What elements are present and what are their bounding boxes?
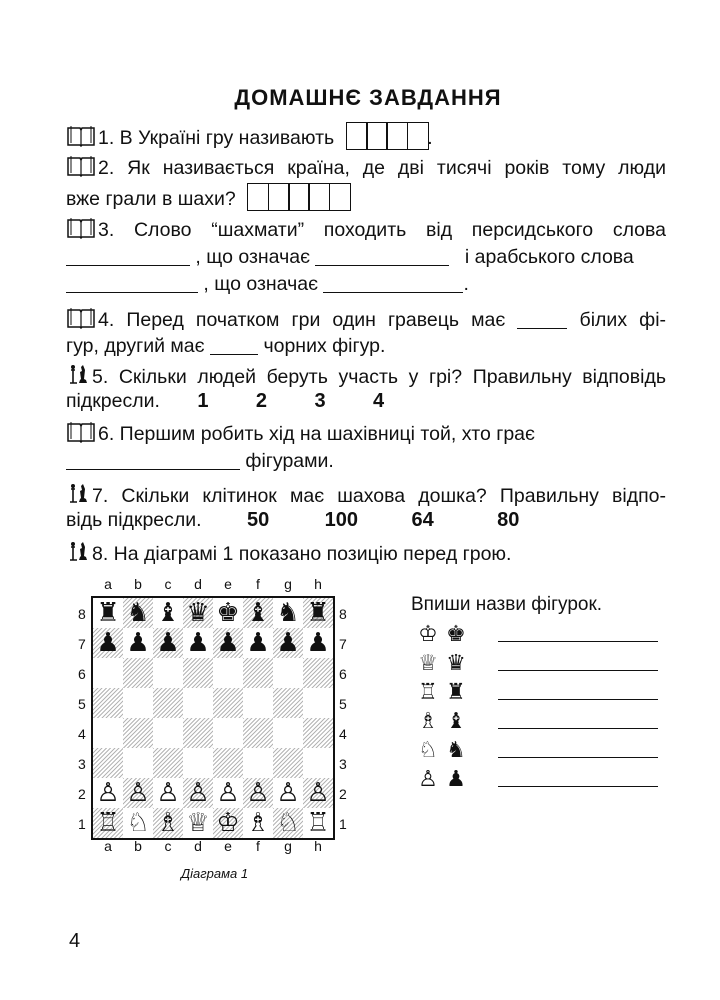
book-icon <box>66 421 96 443</box>
piece-names-list <box>414 620 664 794</box>
task-4-text-2b: чорних фігур. <box>263 335 386 357</box>
square-g8 <box>273 598 303 628</box>
square-b4 <box>123 718 153 748</box>
task-1-text: 1. В Україні гру називають <box>98 127 335 149</box>
square-h7 <box>303 628 333 658</box>
square-d3 <box>183 748 213 778</box>
chess-piece-icon: ♞ <box>126 598 150 628</box>
chessboard <box>91 596 335 840</box>
chess-piece-icon: ♜ <box>306 598 330 628</box>
answer-blank[interactable] <box>315 247 449 266</box>
chess-piece-icon: ♜ <box>96 598 120 628</box>
chess-piece-icon: ♙ <box>156 778 180 808</box>
rank-label: 6 <box>78 666 86 682</box>
answer-blank[interactable] <box>66 451 240 470</box>
square-a1 <box>93 808 123 838</box>
rank-label: 1 <box>78 816 86 832</box>
option-64[interactable]: 64 <box>411 509 434 531</box>
rank-label: 1 <box>339 816 347 832</box>
answer-boxes-4[interactable] <box>346 122 428 156</box>
square-g1 <box>273 808 303 838</box>
black-piece-icon: ♝ <box>446 709 466 734</box>
file-label: c <box>164 838 172 854</box>
square-c1 <box>153 808 183 838</box>
answer-line[interactable] <box>498 685 658 700</box>
chess-piece-icon: ♔ <box>216 808 240 838</box>
square-h5 <box>303 688 333 718</box>
square-h2 <box>303 778 333 808</box>
square-b5 <box>123 688 153 718</box>
square-a6 <box>93 658 123 688</box>
task-4-text: 4. Перед початком гри один гравець має <box>98 309 506 331</box>
square-b1 <box>123 808 153 838</box>
rank-label: 5 <box>78 696 86 712</box>
task-4-line-1 <box>66 307 666 332</box>
answer-blank[interactable] <box>323 274 463 293</box>
square-d5 <box>183 688 213 718</box>
legend-row <box>414 736 664 765</box>
file-label: b <box>134 576 142 592</box>
square-f1 <box>243 808 273 838</box>
option-100[interactable]: 100 <box>324 509 359 531</box>
chess-piece-icon: ♝ <box>156 598 180 628</box>
page-number: 4 <box>69 930 81 952</box>
legend-row <box>414 707 664 736</box>
file-label: g <box>284 576 292 592</box>
task-2-line-2 <box>66 183 349 217</box>
square-h4 <box>303 718 333 748</box>
task-2-text-2: вже грали в шахи? <box>66 188 236 210</box>
book-icon <box>66 307 96 329</box>
answer-line[interactable] <box>498 743 658 758</box>
file-label: g <box>284 838 292 854</box>
file-label: h <box>314 576 322 592</box>
black-piece-icon: ♜ <box>446 680 466 705</box>
square-d7 <box>183 628 213 658</box>
chess-piece-icon: ♙ <box>216 778 240 808</box>
square-a7 <box>93 628 123 658</box>
rank-label: 3 <box>78 756 86 772</box>
rank-labels-right <box>339 599 347 839</box>
task-3-line-1 <box>66 217 666 242</box>
answer-blank[interactable] <box>517 310 567 329</box>
task-4-line-2 <box>66 334 385 358</box>
task-3-text: 3. Слово “шахмати” походить від персидського слова <box>98 219 666 241</box>
task-3-text-3a: , що означає <box>203 273 319 295</box>
square-d2 <box>183 778 213 808</box>
square-b2 <box>123 778 153 808</box>
rank-label: 7 <box>339 636 347 652</box>
square-f8 <box>243 598 273 628</box>
rank-label: 7 <box>78 636 86 652</box>
option-1[interactable]: 1 <box>197 390 209 412</box>
square-c6 <box>153 658 183 688</box>
task-4-text-b: білих фі- <box>579 309 667 331</box>
task-3-line-3 <box>66 272 469 296</box>
square-a3 <box>93 748 123 778</box>
chess-piece-icon: ♙ <box>246 778 270 808</box>
square-a2 <box>93 778 123 808</box>
diagram-caption: Діаграма 1 <box>181 866 249 881</box>
file-labels-top <box>93 576 333 592</box>
square-f7 <box>243 628 273 658</box>
black-piece-icon: ♛ <box>446 651 466 676</box>
square-a5 <box>93 688 123 718</box>
square-e6 <box>213 658 243 688</box>
square-b3 <box>123 748 153 778</box>
chess-piece-icon: ♚ <box>216 598 240 628</box>
task-6-text-2: фігурами. <box>245 450 334 472</box>
file-label: e <box>224 576 232 592</box>
square-d6 <box>183 658 213 688</box>
rank-label: 5 <box>339 696 347 712</box>
option-2[interactable]: 2 <box>255 390 268 412</box>
task-8-text: 8. На діаграмі 1 показано позицію перед грою. <box>92 543 512 565</box>
legend-row <box>414 649 664 678</box>
file-label: d <box>194 838 202 854</box>
square-d4 <box>183 718 213 748</box>
option-3[interactable]: 3 <box>314 390 326 412</box>
black-piece-icon: ♟ <box>446 767 466 792</box>
file-label: a <box>104 576 112 592</box>
rank-labels-left <box>78 599 86 839</box>
book-icon <box>66 155 96 177</box>
task-7-text: 7. Скільки клітинок має шахова дошка? Правильну відпо- <box>92 485 666 507</box>
book-icon <box>66 217 96 239</box>
legend-row <box>414 620 664 649</box>
chess-piece-icon: ♗ <box>156 808 180 838</box>
chess-piece-icon: ♙ <box>276 778 300 808</box>
option-4[interactable]: 4 <box>373 390 385 412</box>
answer-blank[interactable] <box>66 247 190 266</box>
legend-row <box>414 678 664 707</box>
task-5-text-2: підкресли. <box>66 390 160 412</box>
chess-piece-icon: ♟ <box>96 628 120 658</box>
square-e5 <box>213 688 243 718</box>
square-e2 <box>213 778 243 808</box>
square-b7 <box>123 628 153 658</box>
chess-piece-icon: ♟ <box>216 628 240 658</box>
task-5-options <box>165 390 384 412</box>
rank-label: 6 <box>339 666 347 682</box>
legend-title: Впиши назви фігурок. <box>411 594 603 615</box>
chess-piece-icon: ♞ <box>276 598 300 628</box>
square-b8 <box>123 598 153 628</box>
task-3-text-2a: , що означає <box>195 246 311 268</box>
chess-piece-icon: ♙ <box>126 778 150 808</box>
file-label: e <box>224 838 232 854</box>
file-label: f <box>256 576 260 592</box>
option-80[interactable]: 80 <box>497 509 520 531</box>
answer-line[interactable] <box>498 656 658 671</box>
file-label: a <box>104 838 112 854</box>
answer-blank[interactable] <box>66 274 198 293</box>
chess-piece-icon: ♛ <box>186 598 210 628</box>
square-g7 <box>273 628 303 658</box>
task-7-line-1 <box>66 481 666 508</box>
file-labels-bottom <box>93 838 333 854</box>
answer-blank[interactable] <box>210 336 258 355</box>
chess-pieces-icon <box>66 481 90 505</box>
task-5-text: 5. Скільки людей беруть участь у грі? Правильну відповідь <box>92 366 666 388</box>
chess-piece-icon: ♖ <box>96 808 120 838</box>
square-f5 <box>243 688 273 718</box>
square-e4 <box>213 718 243 748</box>
task-8 <box>66 539 511 566</box>
rank-label: 3 <box>339 756 347 772</box>
task-1 <box>66 122 433 156</box>
chess-piece-icon: ♟ <box>276 628 300 658</box>
square-c4 <box>153 718 183 748</box>
chess-piece-icon: ♙ <box>186 778 210 808</box>
white-piece-icon: ♕ <box>418 651 438 676</box>
task-2-line-1 <box>66 155 666 180</box>
task-3-text-2b: і арабського слова <box>464 246 634 268</box>
chess-piece-icon: ♟ <box>246 628 270 658</box>
square-g2 <box>273 778 303 808</box>
white-piece-icon: ♙ <box>418 767 438 792</box>
rank-label: 8 <box>78 606 86 622</box>
square-c2 <box>153 778 183 808</box>
square-e8 <box>213 598 243 628</box>
chess-piece-icon: ♘ <box>126 808 150 838</box>
white-piece-icon: ♖ <box>418 680 438 705</box>
task-6-line-2 <box>66 449 334 473</box>
task-6-line-1 <box>66 421 535 446</box>
task-7-line-2 <box>66 508 519 532</box>
square-c3 <box>153 748 183 778</box>
white-piece-icon: ♔ <box>418 622 438 647</box>
rank-label: 4 <box>339 726 347 742</box>
chess-piece-icon: ♟ <box>126 628 150 658</box>
chess-piece-icon: ♟ <box>306 628 330 658</box>
file-label: c <box>164 576 172 592</box>
answer-line[interactable] <box>498 627 658 642</box>
square-h3 <box>303 748 333 778</box>
rank-label: 8 <box>339 606 347 622</box>
chess-pieces-icon <box>66 362 90 386</box>
square-e7 <box>213 628 243 658</box>
chess-piece-icon: ♘ <box>276 808 300 838</box>
square-b6 <box>123 658 153 688</box>
task-5-line-2 <box>66 389 384 413</box>
square-f2 <box>243 778 273 808</box>
square-e3 <box>213 748 243 778</box>
chess-piece-icon: ♖ <box>306 808 330 838</box>
legend-row <box>414 765 664 794</box>
file-label: d <box>194 576 202 592</box>
chess-piece-icon: ♝ <box>246 598 270 628</box>
page-title: ДОМАШНЄ ЗАВДАННЯ <box>234 85 502 110</box>
task-4-text-2a: гур, другий має <box>66 335 205 357</box>
file-label: f <box>256 838 260 854</box>
chess-piece-icon: ♟ <box>186 628 210 658</box>
square-h1 <box>303 808 333 838</box>
book-icon <box>66 125 96 147</box>
square-e1 <box>213 808 243 838</box>
square-f3 <box>243 748 273 778</box>
square-c5 <box>153 688 183 718</box>
task-7-text-2: відь підкресли. <box>66 509 202 531</box>
square-d8 <box>183 598 213 628</box>
white-piece-icon: ♗ <box>418 709 438 734</box>
square-g6 <box>273 658 303 688</box>
chess-piece-icon: ♙ <box>96 778 120 808</box>
task-3-end: . <box>463 273 469 295</box>
answer-boxes-5[interactable] <box>247 183 349 217</box>
answer-line[interactable] <box>498 714 658 729</box>
square-c7 <box>153 628 183 658</box>
square-f6 <box>243 658 273 688</box>
task-2-text: 2. Як називається країна, де дві тисячі років тому люди <box>98 157 666 179</box>
black-piece-icon: ♚ <box>446 622 466 647</box>
square-c8 <box>153 598 183 628</box>
rank-label: 4 <box>78 726 86 742</box>
chess-piece-icon: ♙ <box>306 778 330 808</box>
option-50[interactable]: 50 <box>247 509 270 531</box>
square-h6 <box>303 658 333 688</box>
square-f4 <box>243 718 273 748</box>
chess-piece-icon: ♕ <box>186 808 210 838</box>
task-1-end: . <box>427 127 433 149</box>
file-label: h <box>314 838 322 854</box>
square-h8 <box>303 598 333 628</box>
task-6-text: 6. Першим робить хід на шахівниці той, хто грає <box>98 423 535 445</box>
task-3-line-2 <box>66 245 634 269</box>
white-piece-icon: ♘ <box>418 738 438 763</box>
rank-label: 2 <box>78 786 86 802</box>
task-7-options <box>207 509 519 531</box>
square-g4 <box>273 718 303 748</box>
chess-piece-icon: ♗ <box>246 808 270 838</box>
square-a4 <box>93 718 123 748</box>
task-5-line-1 <box>66 362 666 389</box>
square-g5 <box>273 688 303 718</box>
square-a8 <box>93 598 123 628</box>
square-d1 <box>183 808 213 838</box>
answer-line[interactable] <box>498 772 658 787</box>
black-piece-icon: ♞ <box>446 738 466 763</box>
chess-pieces-icon <box>66 539 90 563</box>
chess-piece-icon: ♟ <box>156 628 180 658</box>
square-g3 <box>273 748 303 778</box>
file-label: b <box>134 838 142 854</box>
rank-label: 2 <box>339 786 347 802</box>
